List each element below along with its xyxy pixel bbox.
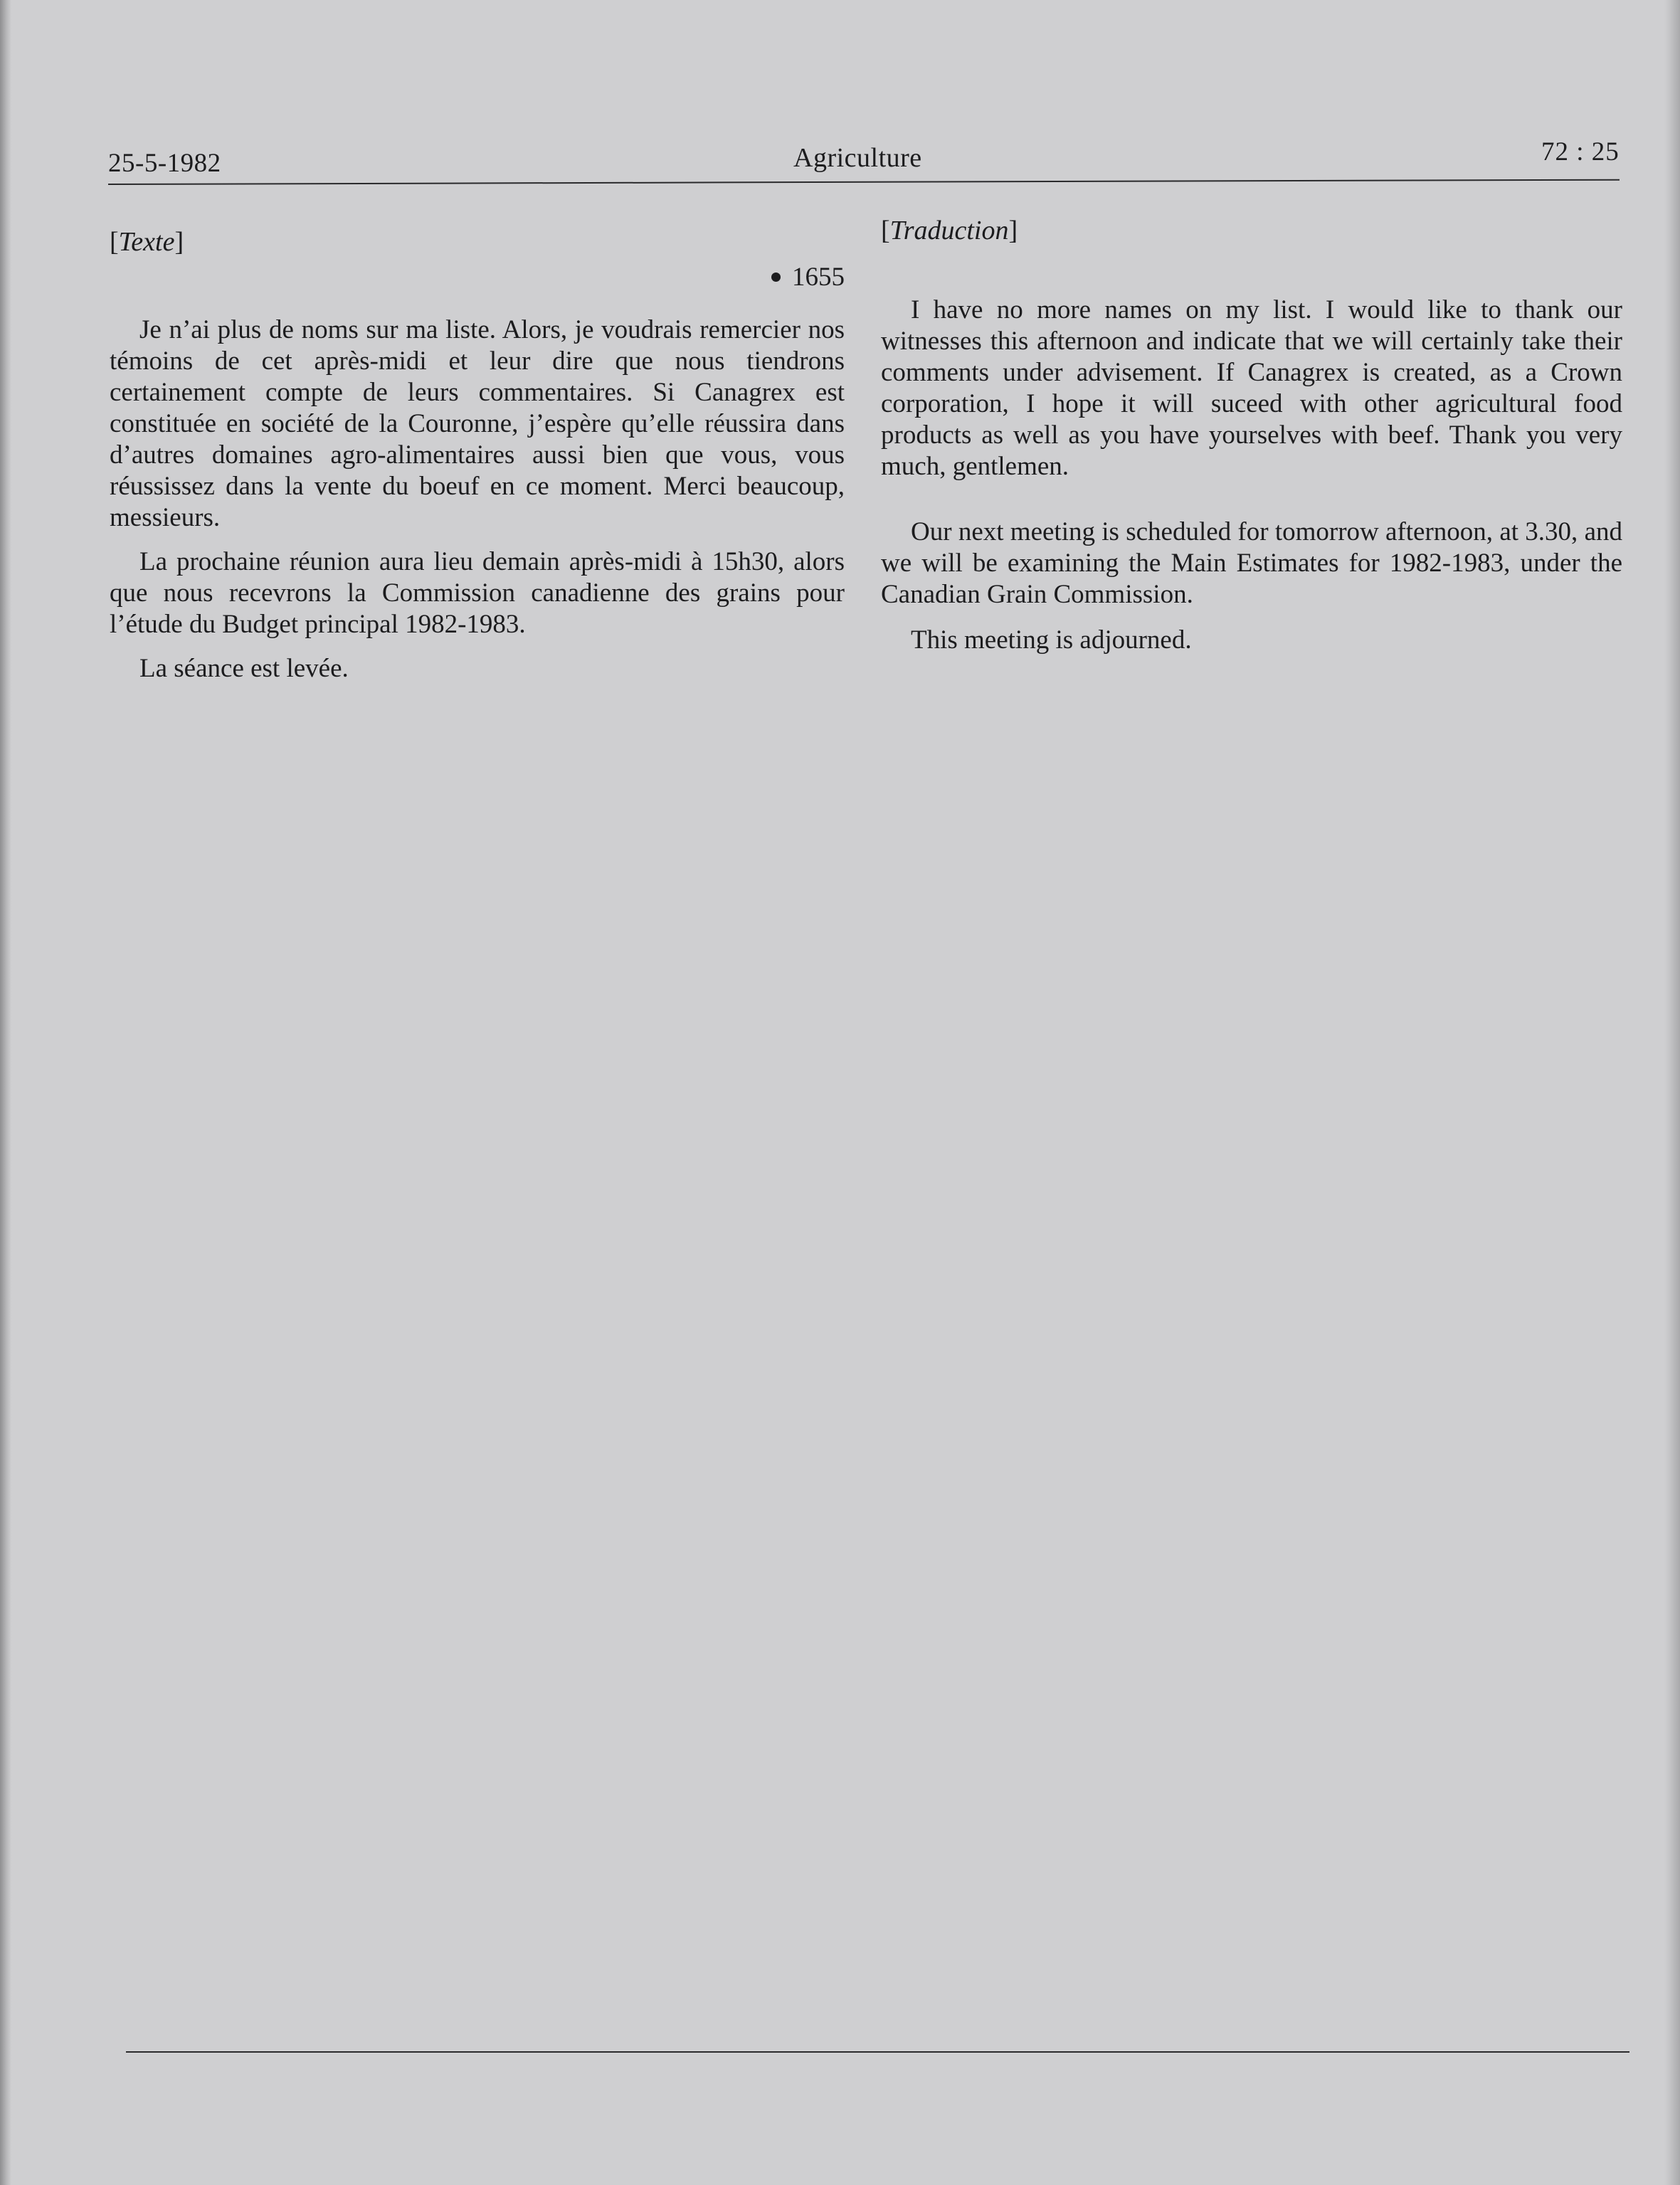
left-column-label <box>110 226 845 258</box>
bottom-rule <box>126 2051 1629 2053</box>
left-paragraph-3: La séance est levée. <box>139 654 349 683</box>
label-bracket-close: ] <box>1008 216 1018 245</box>
header-date: 25-5-1982 <box>108 149 221 178</box>
scan-right-edge <box>1664 0 1680 2185</box>
right-paragraph-1: I have no more names on my list. I would like to thank our witnesses this afternoon and indicate that we will certainly take their comments under advisement. If Canagrex is created, as a Crown corporation, I hope it will suceed with other agricultural food products as well as you have yourselves with beef. Thank you very much, gentlemen. <box>881 295 1622 481</box>
left-column-french <box>110 226 845 684</box>
right-column-label <box>881 215 1622 246</box>
left-paragraph-2: La prochaine réunion aura lieu demain après-midi à 15h30, alors que nous recevrons la Commission canadienne des grains pour l’étude du Budget principal 1982-1983. <box>110 547 845 639</box>
label-bracket-open: [ <box>881 216 890 245</box>
time-marker-value: 1655 <box>792 263 845 292</box>
label-text: Texte <box>118 227 175 257</box>
label-bracket-close: ] <box>174 227 184 257</box>
bullet-icon <box>771 273 781 282</box>
header-title: Agriculture <box>793 143 922 173</box>
right-paragraph-3: This meeting is adjourned. <box>911 625 1192 655</box>
right-paragraph-2: Our next meeting is scheduled for tomorrow afternoon, at 3.30, and we will be examining the Main Estimates for 1982-1983, under the Canadian Grain Commission. <box>881 517 1622 609</box>
label-text: Traduction <box>889 216 1009 245</box>
left-paragraph-1: Je n’ai plus de noms sur ma liste. Alors, je voudrais remercier nos témoins de cet après-midi et leur dire que nous tiendrons certainement compte de leurs commentaires. Si Canagrex est constituée en société de la Couronne, j’espère qu’elle réussira dans d’autres domaines agro-alimentaires aussi bien que vous, vous réussissez dans la vente du boeuf en ce moment. Merci beaucoup, messieurs. <box>110 315 845 532</box>
label-bracket-open: [ <box>110 227 119 257</box>
header-rule <box>108 179 1620 185</box>
scan-left-edge <box>0 0 11 2185</box>
time-marker <box>110 262 845 293</box>
header-page-number: 72 : 25 <box>1541 137 1620 166</box>
right-column-english <box>881 215 1622 656</box>
